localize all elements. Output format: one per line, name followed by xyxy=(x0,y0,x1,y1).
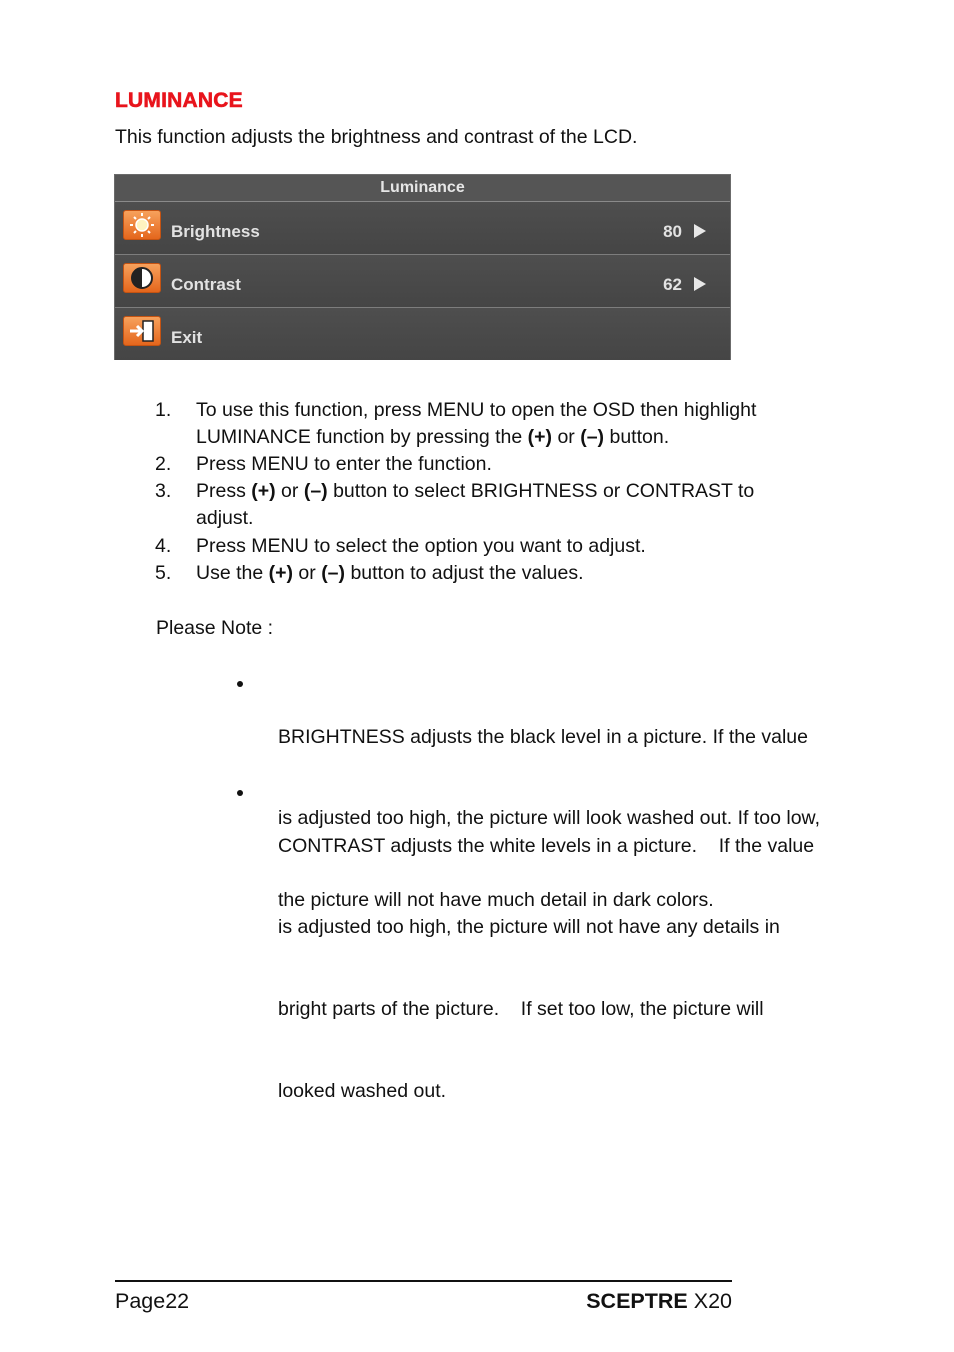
note-line: the picture will not have much detail in dark colors. xyxy=(278,889,714,912)
text-run: button. xyxy=(604,426,670,449)
minus-button-ref: (–) xyxy=(321,562,346,584)
note-line: BRIGHTNESS adjusts the black level in a picture. If the value xyxy=(278,725,808,748)
plus-button-ref: (+) xyxy=(527,426,553,449)
intro-text: This function adjusts the brightness and contrast of the LCD. xyxy=(115,126,638,148)
text-run: or xyxy=(293,562,322,584)
osd-luminance-menu xyxy=(114,174,731,360)
osd-title: Luminance xyxy=(115,175,730,202)
step-line: adjust. xyxy=(196,507,254,530)
text-run: or xyxy=(275,480,304,502)
note-line: is adjusted too high, the picture will look washed out. If too low, xyxy=(278,807,820,830)
exit-icon xyxy=(123,316,161,346)
osd-row-exit xyxy=(115,308,730,360)
text-run: Press xyxy=(196,480,252,502)
note-line: CONTRAST adjusts the white levels in a picture. If the value xyxy=(278,834,815,857)
text-run: button to adjust the values. xyxy=(345,562,584,584)
step-number: 4. xyxy=(155,535,172,557)
text-run: Use the xyxy=(196,562,269,584)
osd-row-brightness xyxy=(115,202,730,255)
step-text xyxy=(196,478,796,533)
osd-value-brightness: 80 xyxy=(663,222,682,241)
note-text xyxy=(278,778,853,1160)
right-arrow-icon xyxy=(694,224,706,238)
osd-label-contrast: Contrast xyxy=(171,275,241,294)
step-line xyxy=(196,478,796,505)
footer-brand xyxy=(580,1289,732,1314)
step-text: Press MENU to select the option you want to adjust. xyxy=(196,535,646,557)
osd-label-brightness: Brightness xyxy=(171,222,260,241)
plus-button-ref: (+) xyxy=(251,480,276,502)
text-run: or xyxy=(552,426,581,449)
brand-name: SCEPTRE xyxy=(586,1289,688,1313)
osd-value-contrast: 62 xyxy=(663,275,682,294)
step-text xyxy=(196,397,796,452)
step-text xyxy=(196,560,796,587)
text-run: button to select BRIGHTNESS or CONTRAST to xyxy=(327,480,755,502)
step-number: 5. xyxy=(155,562,172,584)
model-name: X20 xyxy=(687,1289,732,1313)
note-label: Please Note : xyxy=(156,617,274,639)
minus-button-ref: (–) xyxy=(303,480,328,502)
step-text: Press MENU to enter the function. xyxy=(196,453,492,475)
osd-row-contrast xyxy=(115,255,730,308)
footer-divider xyxy=(115,1280,732,1282)
note-line: bright parts of the picture. If set too low, the picture will xyxy=(278,998,764,1021)
bullet-dot xyxy=(237,790,243,796)
right-arrow-icon xyxy=(694,277,706,291)
contrast-icon xyxy=(123,263,161,293)
step-number: 1. xyxy=(155,399,172,421)
brightness-icon xyxy=(123,210,161,240)
plus-button-ref: (+) xyxy=(268,562,293,584)
note-line: looked washed out. xyxy=(278,1080,447,1103)
step-number: 2. xyxy=(155,453,172,475)
bullet-dot xyxy=(237,681,243,687)
section-heading: LUMINANCE xyxy=(115,89,243,112)
osd-label-exit: Exit xyxy=(171,328,203,347)
note-line: is adjusted too high, the picture will not have any details in xyxy=(278,916,780,939)
page-number: Page22 xyxy=(115,1289,190,1313)
text-run: LUMINANCE function by pressing the xyxy=(196,426,528,449)
step-line: To use this function, press MENU to open the OSD then highlight xyxy=(196,399,757,421)
step-number: 3. xyxy=(155,480,172,502)
minus-button-ref: (–) xyxy=(580,426,605,449)
step-line xyxy=(196,424,796,451)
